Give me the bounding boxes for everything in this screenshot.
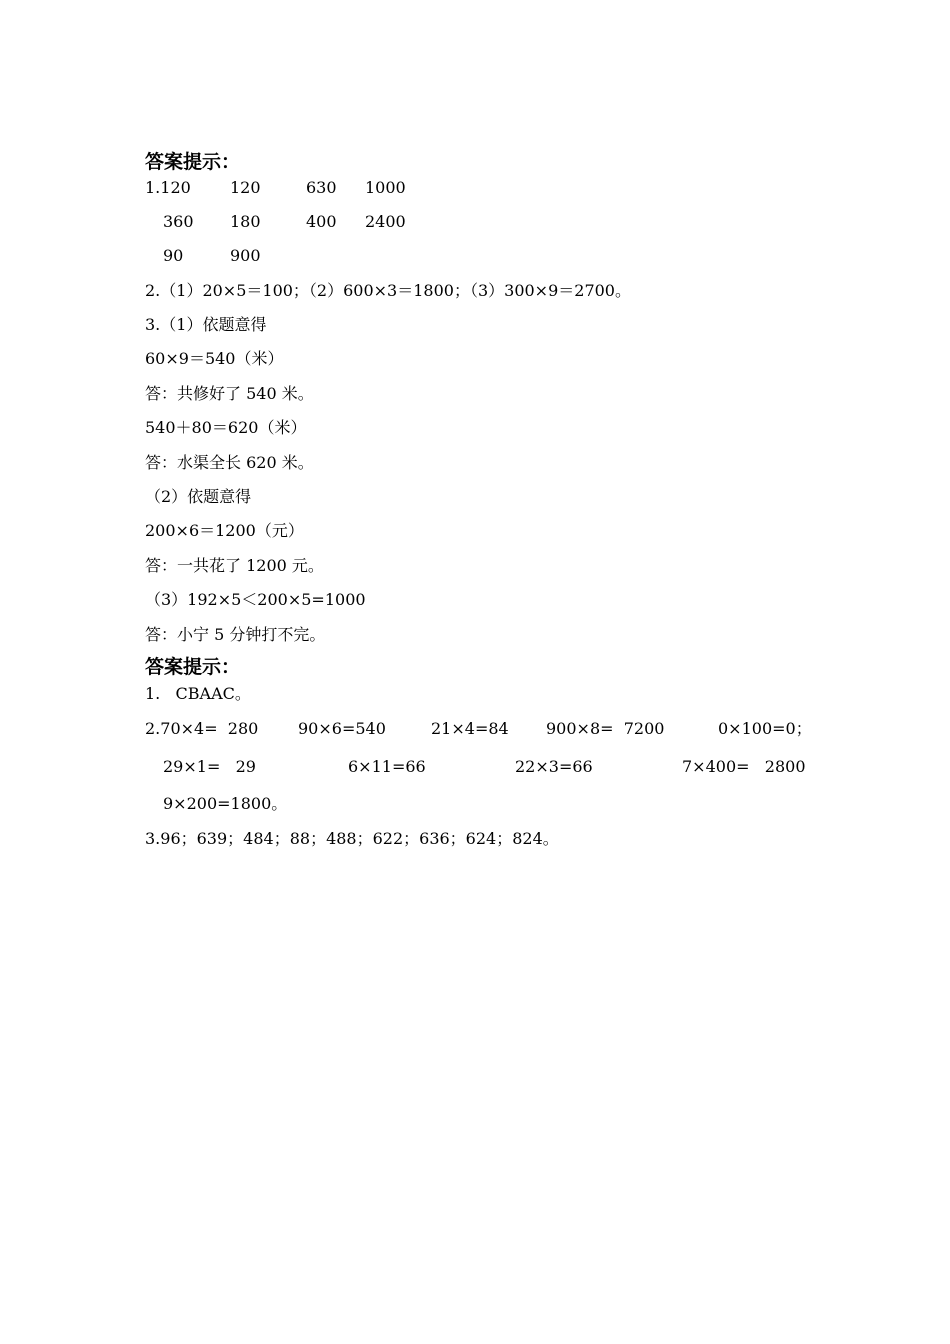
s1-q3-line6: （2）依题意得 xyxy=(145,487,252,506)
section2-heading: 答案提示： xyxy=(145,656,241,678)
s2-q1: 1. CBAAC。 xyxy=(145,684,251,703)
s2-q2-r1-c3: 21×4=84 xyxy=(431,719,509,738)
s1-q1-r3-c1: 90 xyxy=(163,246,184,265)
s2-q2-r2-c1: 29×1= 29 xyxy=(163,757,256,776)
s1-q1-r3-c2: 900 xyxy=(230,246,261,265)
s1-q3-line5: 答：水渠全长 620 米。 xyxy=(145,453,314,472)
s2-q2-r2-c2: 6×11=66 xyxy=(348,757,426,776)
s2-q2-r1-c1: 2.70×4= 280 xyxy=(145,719,259,738)
s1-q2: 2.（1）20×5＝100；（2）600×3＝1800；（3）300×9＝2700。 xyxy=(145,281,631,300)
s2-q3: 3.96；639；484；88；488；622；636；624；824。 xyxy=(145,829,559,848)
s1-q1-r2-c4: 2400 xyxy=(365,212,406,231)
s1-q1-r2-c3: 400 xyxy=(306,212,337,231)
s1-q1-r1-c4: 1000 xyxy=(365,178,406,197)
section1-heading: 答案提示： xyxy=(145,151,241,173)
s2-q2-r1-c4: 900×8= 7200 xyxy=(546,719,665,738)
s1-q1-r2-c2: 180 xyxy=(230,212,261,231)
s1-q3-line8: 答：一共花了 1200 元。 xyxy=(145,556,324,575)
s1-q3-line1: 3.（1）依题意得 xyxy=(145,315,267,334)
s1-q3-line4: 540＋80＝620（米） xyxy=(145,418,307,437)
s1-q1-r1-c2: 120 xyxy=(230,178,261,197)
s1-q1-r1-c3: 630 xyxy=(306,178,337,197)
s1-q3-line2: 60×9＝540（米） xyxy=(145,349,284,368)
s1-q3-line9: （3）192×5＜200×5=1000 xyxy=(145,590,366,609)
s1-q3-line3: 答：共修好了 540 米。 xyxy=(145,384,314,403)
s2-q2-r1-c5: 0×100=0； xyxy=(718,719,812,738)
s1-q1-r2-c1: 360 xyxy=(163,212,194,231)
s2-q2-row3: 9×200=1800。 xyxy=(163,794,288,813)
s2-q2-r1-c2: 90×6=540 xyxy=(298,719,386,738)
s1-q1-r1-c1: 1.120 xyxy=(145,178,191,197)
s1-q3-line7: 200×6＝1200（元） xyxy=(145,521,304,540)
s1-q3-line10: 答：小宁 5 分钟打不完。 xyxy=(145,625,326,644)
s2-q2-r2-c4: 7×400= 2800 xyxy=(682,757,806,776)
s2-q2-r2-c3: 22×3=66 xyxy=(515,757,593,776)
